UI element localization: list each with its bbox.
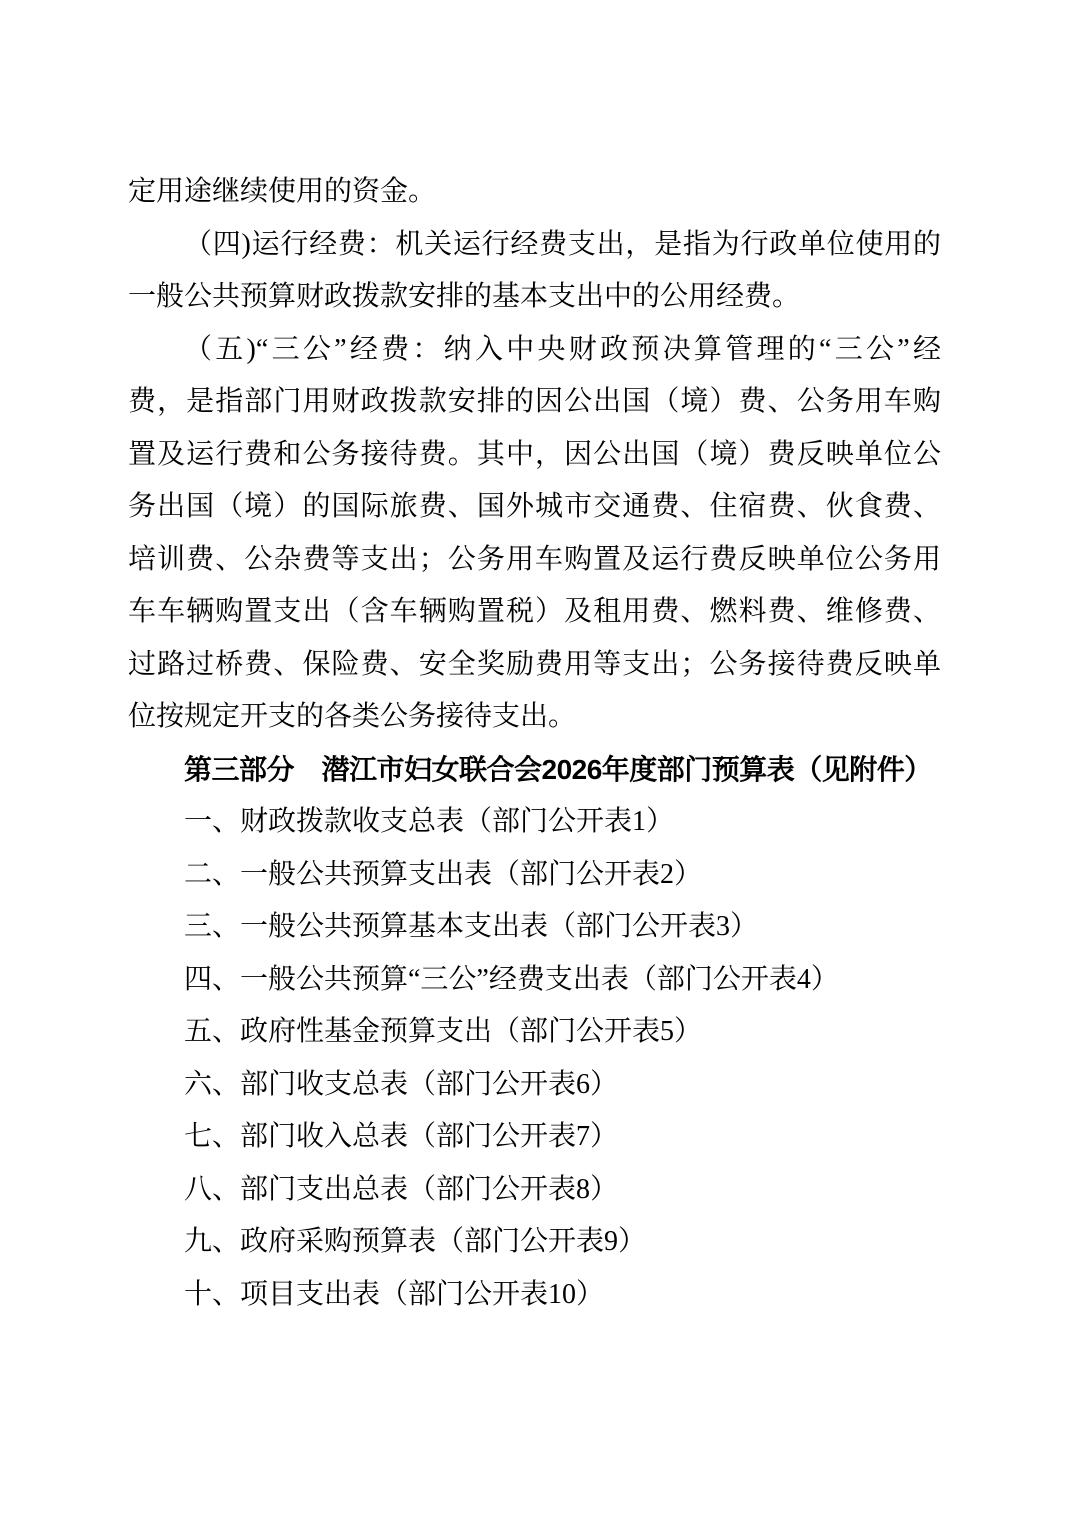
section-heading: 第三部分 潜江市妇女联合会2026年度部门预算表（见附件） (184, 753, 932, 785)
body-line: 培训费、公杂费等支出；公务用车购置及运行费反映单位公务用 (128, 543, 941, 575)
body-line: 一般公共预算财政拨款安排的基本支出中的公用经费。 (128, 281, 801, 312)
body-line: 置及运行费和公务接待费。其中，因公出国（境）费反映单位公 (128, 438, 941, 470)
body-line: 费，是指部门用财政拨款安排的因公出国（境）费、公务用车购 (128, 386, 941, 417)
list-item-table-1: 一、财政拨款收支总表（部门公开表1） (184, 806, 675, 837)
list-item-table-7: 七、部门收入总表（部门公开表7） (184, 1121, 619, 1152)
list-item-table-2: 二、一般公共预算支出表（部门公开表2） (184, 858, 703, 890)
body-line: 过路过桥费、保险费、安全奖励费用等支出；公务接待费反映单 (128, 648, 941, 680)
body-line: 务出国（境）的国际旅费、国外城市交通费、住宿费、伙食费、 (128, 491, 941, 522)
list-item-table-9: 九、政府采购预算表（部门公开表9） (184, 1226, 647, 1257)
list-item-table-8: 八、部门支出总表（部门公开表8） (184, 1173, 619, 1205)
body-line: （五)“三公”经费：纳入中央财政预决算管理的“三公”经 (184, 333, 941, 365)
list-item-table-10: 十、项目支出表（部门公开表10） (184, 1278, 605, 1310)
body-line: （四)运行经费：机关运行经费支出，是指为行政单位使用的 (184, 228, 941, 260)
list-item-table-5: 五、政府性基金预算支出（部门公开表5） (184, 1016, 703, 1047)
text-block (128, 166, 941, 1321)
list-item-table-4: 四、一般公共预算“三公”经费支出表（部门公开表4） (184, 963, 839, 995)
list-item-table-3: 三、一般公共预算基本支出表（部门公开表3） (184, 911, 759, 942)
body-line: 车车辆购置支出（含车辆购置税）及租用费、燃料费、维修费、 (128, 596, 941, 627)
list-item-table-6: 六、部门收支总表（部门公开表6） (184, 1068, 619, 1100)
body-line: 位按规定开支的各类公务接待支出。 (128, 701, 577, 732)
body-line: 定用途继续使用的资金。 (128, 176, 437, 207)
